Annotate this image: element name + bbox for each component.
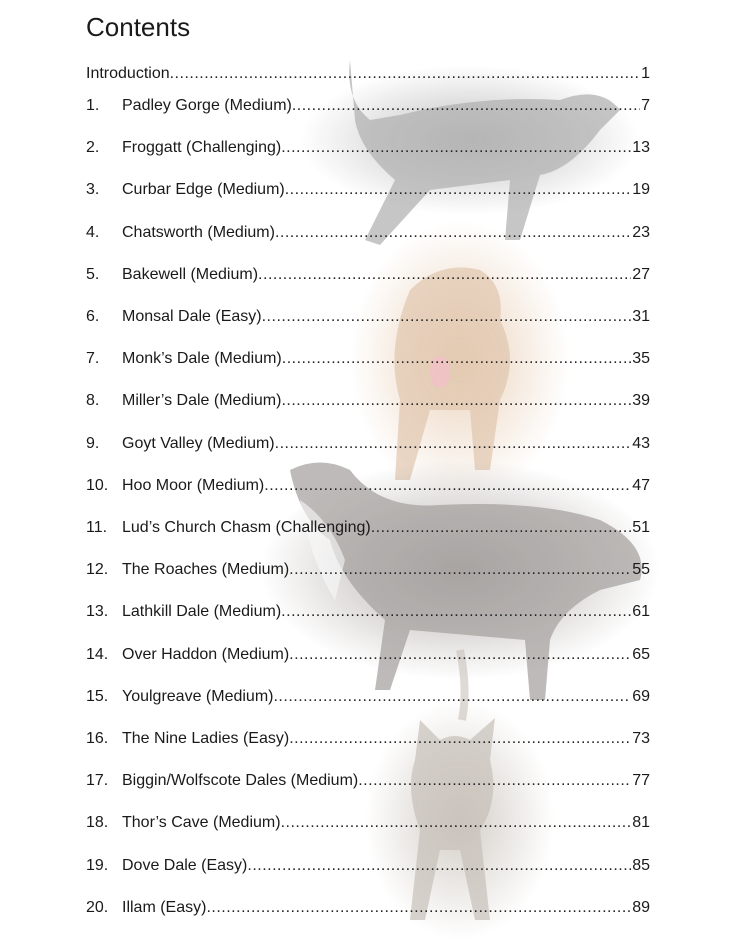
- toc-entry-number: 4.: [86, 223, 100, 241]
- toc-page-number: 23: [632, 223, 650, 241]
- toc-entry[interactable]: [86, 95, 650, 117]
- dot-leader: [281, 137, 631, 159]
- toc-page-number: 31: [632, 308, 650, 325]
- dot-leader: [206, 897, 631, 919]
- toc-entry-label: Monsal Dale (Easy): [122, 308, 262, 325]
- toc-entry-number: 20.: [86, 898, 109, 916]
- toc-entry-label: Lud’s Church Chasm (Challenging): [122, 519, 371, 536]
- toc-page-number: 1: [641, 65, 650, 82]
- toc-entry[interactable]: [86, 475, 650, 497]
- toc-entry-number: 10.: [86, 476, 109, 494]
- toc-entry-label: Illam (Easy): [122, 898, 207, 916]
- page-title: Contents: [86, 12, 191, 42]
- toc-entry[interactable]: [86, 137, 650, 159]
- toc-entry[interactable]: [86, 897, 650, 919]
- toc-entry-label: Dove Dale (Easy): [122, 856, 248, 874]
- dot-leader: [262, 306, 632, 328]
- dot-leader: [358, 770, 631, 792]
- toc-entry-label: Thor’s Cave (Medium): [122, 814, 281, 832]
- toc-page-number: 13: [632, 139, 650, 157]
- toc-entry[interactable]: [86, 264, 650, 286]
- toc-page-number: 65: [632, 645, 650, 663]
- toc-page-number: 39: [632, 392, 650, 410]
- toc-entry[interactable]: [86, 179, 650, 201]
- toc-entry-number: 2.: [86, 139, 100, 157]
- toc-page-number: 7: [641, 97, 650, 114]
- toc-entry[interactable]: [86, 348, 650, 370]
- toc-entry-label: Curbar Edge (Medium): [122, 181, 285, 199]
- toc-entry[interactable]: [86, 770, 650, 792]
- toc-page-number: 51: [632, 519, 650, 536]
- toc-entry-label: Monk’s Dale (Medium): [122, 350, 282, 368]
- toc-page-number: 85: [632, 856, 650, 874]
- dot-leader: [371, 517, 631, 539]
- toc-entry-number: 13.: [86, 603, 109, 621]
- toc-page-number: 35: [632, 350, 650, 368]
- dot-leader: [281, 390, 631, 412]
- dot-leader: [281, 812, 632, 834]
- toc-entry-label: Padley Gorge (Medium): [122, 97, 292, 114]
- toc-entry[interactable]: [86, 222, 650, 244]
- dot-leader: [275, 433, 632, 455]
- toc-entry[interactable]: [86, 686, 650, 708]
- toc-page-number: 77: [632, 772, 650, 790]
- dot-leader: [285, 179, 631, 201]
- dot-leader: [281, 601, 631, 623]
- toc-entry-label: Miller’s Dale (Medium): [122, 392, 282, 410]
- toc-entry-label: Lathkill Dale (Medium): [122, 603, 282, 621]
- toc-entry-label: Bakewell (Medium): [122, 265, 259, 283]
- toc-entry-label: Youlgreave (Medium): [122, 687, 274, 705]
- toc-entry-label: Chatsworth (Medium): [122, 223, 275, 241]
- toc-page-number: 81: [632, 814, 650, 832]
- toc-entry-number: 7.: [86, 350, 100, 368]
- dot-leader: [264, 475, 631, 497]
- toc-entry[interactable]: [86, 855, 650, 877]
- dot-leader: [292, 95, 640, 117]
- dot-leader: [247, 855, 631, 877]
- toc-entry[interactable]: [86, 812, 650, 834]
- dot-leader: [289, 728, 631, 750]
- toc-entry-number: 17.: [86, 772, 109, 790]
- dot-leader: [273, 686, 631, 708]
- dot-leader: [289, 644, 631, 666]
- toc-entry-introduction[interactable]: [86, 63, 650, 85]
- toc-entry-number: 19.: [86, 856, 109, 874]
- toc-page-number: 27: [632, 265, 650, 283]
- dot-leader: [289, 559, 631, 581]
- toc-entry[interactable]: [86, 644, 650, 666]
- dot-leader: [282, 348, 631, 370]
- toc-entry[interactable]: [86, 390, 650, 412]
- toc-entry-label: Introduction: [86, 65, 170, 82]
- toc-entry-number: 11.: [86, 519, 108, 536]
- dot-leader: [170, 63, 640, 85]
- toc-entry-number: 16.: [86, 730, 109, 747]
- toc-entry-label: Over Haddon (Medium): [122, 645, 290, 663]
- toc-entry[interactable]: [86, 728, 650, 750]
- toc-entry-label: Goyt Valley (Medium): [122, 434, 275, 452]
- toc-page-number: 47: [632, 476, 650, 494]
- toc-entry-number: 5.: [86, 265, 100, 283]
- toc-page-number: 55: [632, 561, 650, 579]
- toc-page-number: 61: [632, 603, 650, 621]
- toc-page-number: 43: [632, 434, 650, 452]
- toc-entry-number: 15.: [86, 687, 109, 705]
- toc-entry[interactable]: [86, 433, 650, 455]
- toc-page-number: 19: [632, 181, 650, 199]
- toc-entry-number: 14.: [86, 645, 109, 663]
- toc-entry-number: 9.: [86, 434, 100, 452]
- toc-entry[interactable]: [86, 517, 650, 539]
- toc-page-number: 69: [632, 687, 650, 705]
- toc-entry-number: 18.: [86, 814, 109, 832]
- toc-entry[interactable]: [86, 559, 650, 581]
- dot-leader: [275, 222, 631, 244]
- toc-entry-number: 8.: [86, 392, 100, 410]
- toc-entry-number: 12.: [86, 561, 109, 579]
- toc-entry-label: Froggatt (Challenging): [122, 139, 282, 157]
- toc-entry-number: 3.: [86, 181, 100, 199]
- toc-entry-label: Hoo Moor (Medium): [122, 476, 265, 494]
- toc-entry-label: The Nine Ladies (Easy): [122, 730, 290, 747]
- toc-entry-label: Biggin/Wolfscote Dales (Medium): [122, 772, 359, 790]
- toc-entry[interactable]: [86, 306, 650, 328]
- toc-entry-label: The Roaches (Medium): [122, 561, 290, 579]
- toc-entry-number: 6.: [86, 308, 100, 325]
- toc-entry-number: 1.: [86, 97, 100, 114]
- toc-entry[interactable]: [86, 601, 650, 623]
- toc-page-number: 89: [632, 898, 650, 916]
- dot-leader: [258, 264, 631, 286]
- toc-page-number: 73: [632, 730, 650, 747]
